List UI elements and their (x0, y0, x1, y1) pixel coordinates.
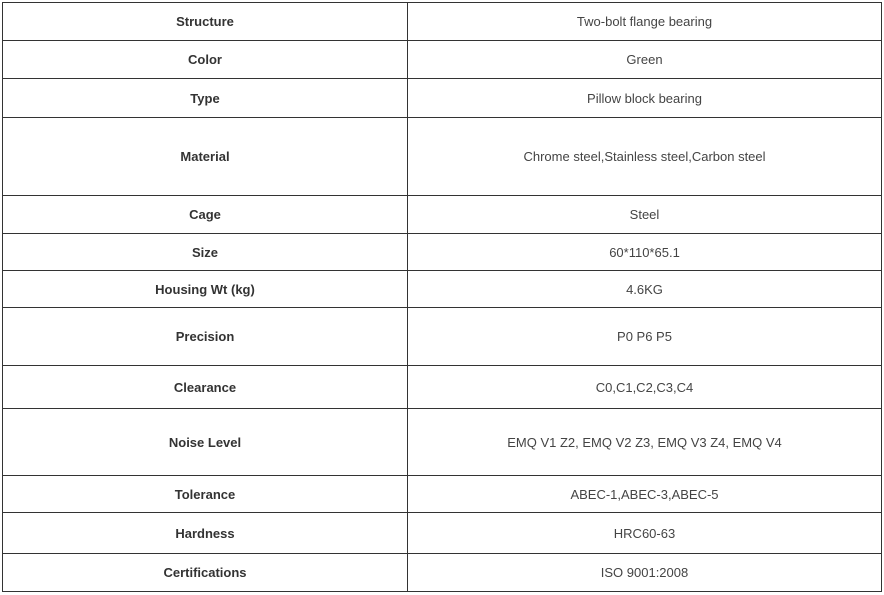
row-label: Certifications (3, 554, 408, 592)
table-row (3, 513, 882, 554)
row-label: Housing Wt (kg) (3, 271, 408, 308)
row-value: Two-bolt flange bearing (408, 3, 882, 41)
table-row (3, 476, 882, 513)
row-label: Material (3, 118, 408, 196)
row-label: Size (3, 234, 408, 271)
row-value: 60*110*65.1 (408, 234, 882, 271)
table-row (3, 41, 882, 79)
row-value: EMQ V1 Z2, EMQ V2 Z3, EMQ V3 Z4, EMQ V4 (408, 409, 882, 476)
row-label: Hardness (3, 513, 408, 554)
row-label: Clearance (3, 366, 408, 409)
table-row (3, 409, 882, 476)
row-value: P0 P6 P5 (408, 308, 882, 366)
table-row (3, 366, 882, 409)
table-row (3, 271, 882, 308)
row-label: Type (3, 79, 408, 118)
row-value: Green (408, 41, 882, 79)
table-row (3, 3, 882, 41)
spec-table (2, 2, 882, 592)
row-label: Noise Level (3, 409, 408, 476)
row-label: Color (3, 41, 408, 79)
table-row (3, 308, 882, 366)
row-label: Precision (3, 308, 408, 366)
row-label: Tolerance (3, 476, 408, 513)
row-label: Cage (3, 196, 408, 234)
row-value: C0,C1,C2,C3,C4 (408, 366, 882, 409)
row-value: HRC60-63 (408, 513, 882, 554)
row-value: Steel (408, 196, 882, 234)
row-value: 4.6KG (408, 271, 882, 308)
row-value: Pillow block bearing (408, 79, 882, 118)
table-row (3, 196, 882, 234)
row-value: Chrome steel,Stainless steel,Carbon steel (408, 118, 882, 196)
table-row (3, 118, 882, 196)
row-value: ABEC-1,ABEC-3,ABEC-5 (408, 476, 882, 513)
table-row (3, 79, 882, 118)
table-row (3, 234, 882, 271)
row-label: Structure (3, 3, 408, 41)
row-value: ISO 9001:2008 (408, 554, 882, 592)
table-row (3, 554, 882, 592)
